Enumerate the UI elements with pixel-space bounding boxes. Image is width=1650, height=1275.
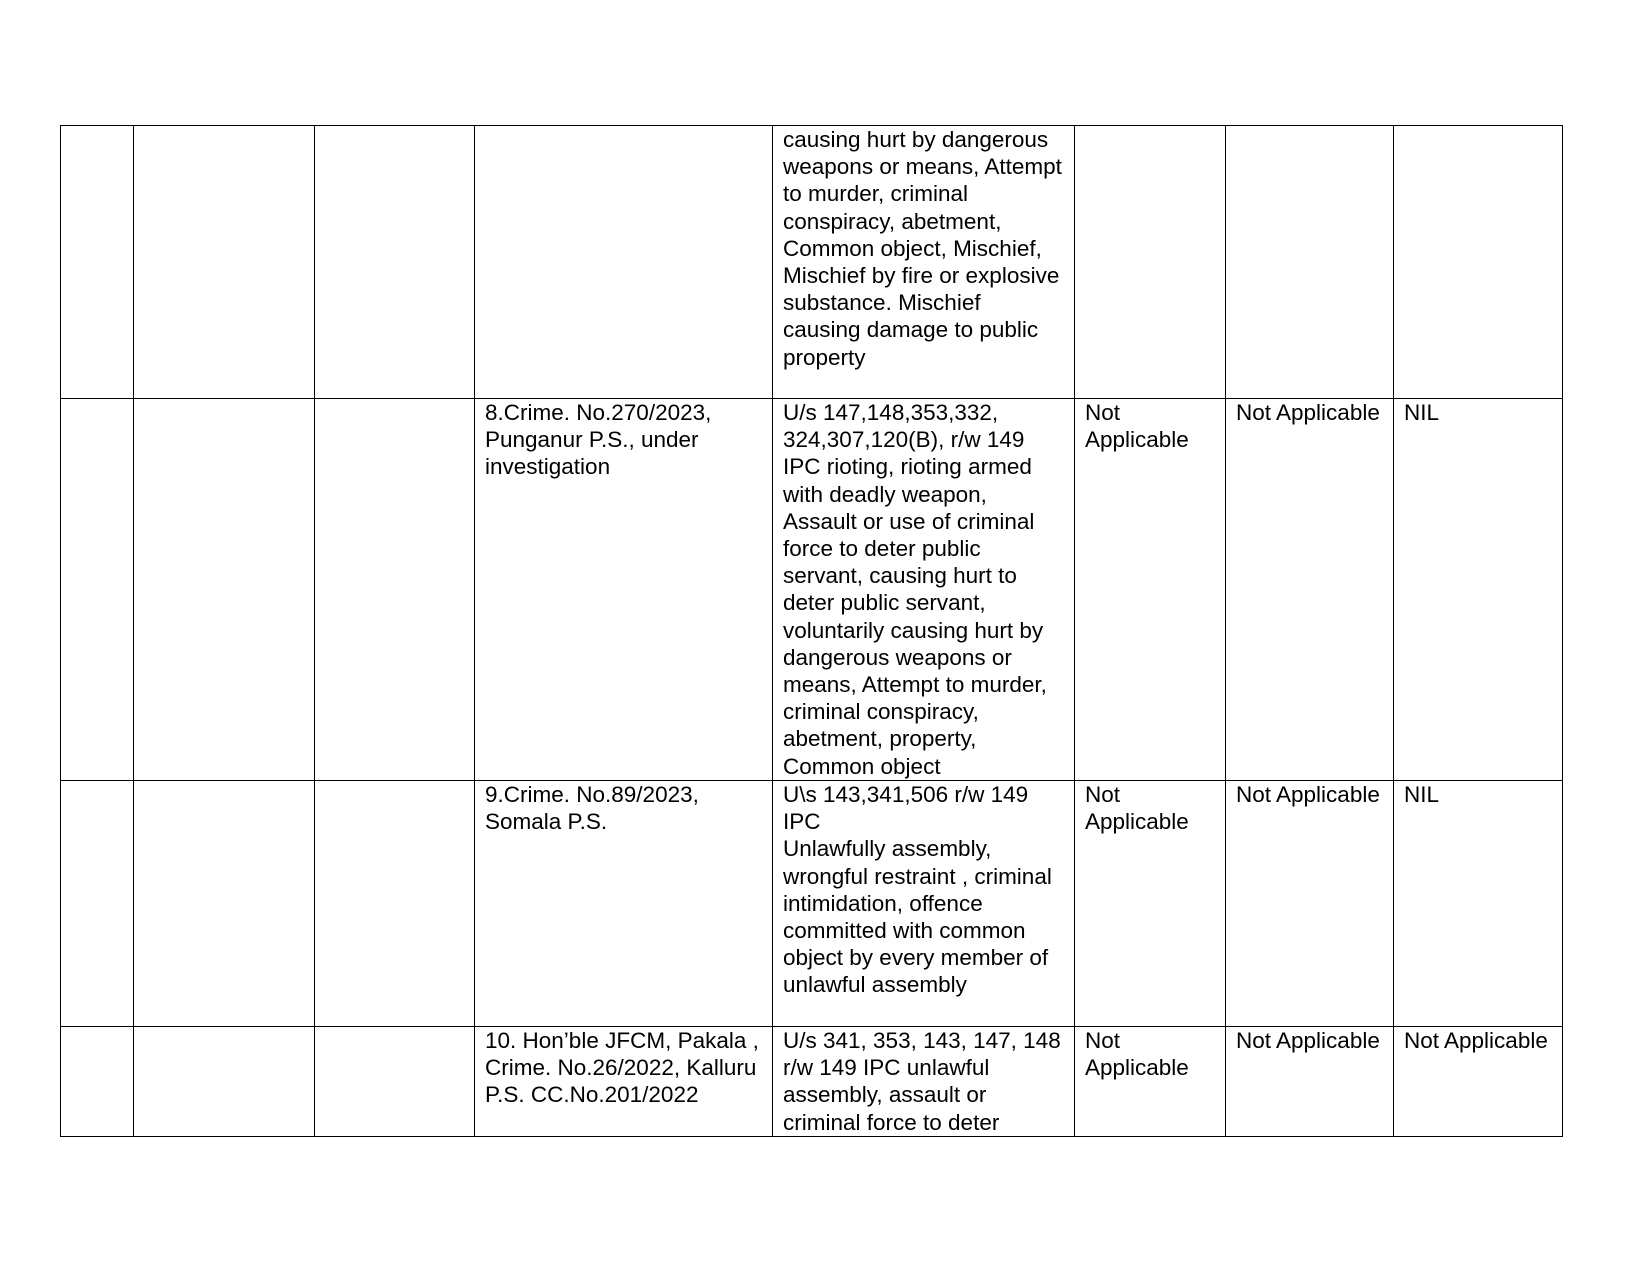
col6-text: Not Applicable xyxy=(1085,782,1189,835)
sections-cell xyxy=(773,399,1075,781)
detail-cell xyxy=(315,781,475,1027)
col8-text: NIL xyxy=(1404,400,1440,425)
name-cell xyxy=(134,781,315,1027)
col8-cell xyxy=(1394,126,1563,399)
col8-cell xyxy=(1394,1027,1563,1137)
detail-cell xyxy=(315,399,475,781)
name-cell xyxy=(134,1027,315,1137)
col6-text: Not Applicable xyxy=(1085,1028,1189,1081)
sections-cell xyxy=(773,126,1075,399)
serial-cell xyxy=(61,781,134,1027)
name-cell xyxy=(134,126,315,399)
sections-text: U/s 147,148,353,332, 324,307,120(B), r/w 149 IPC rioting, rioting armed with deadly weapon, Assault or use of criminal force to deter public servant, causing hurt to deter public servant, voluntarily causing hurt by dangerous weapons or means, Attempt to murder, criminal conspiracy, abetment, property, Common object xyxy=(783,400,1047,779)
col7-text: Not Applicable xyxy=(1236,1028,1380,1053)
case-text: 10. Hon’ble JFCM, Pakala , Crime. No.26/2022, Kalluru P.S. CC.No.201/2022 xyxy=(485,1028,759,1108)
sections-text: U/s 341, 353, 143, 147, 148 r/w 149 IPC unlawful assembly, assault or criminal force to deter xyxy=(783,1028,1061,1135)
col6-text: Not Applicable xyxy=(1085,400,1189,453)
case-cell xyxy=(475,399,773,781)
serial-cell xyxy=(61,1027,134,1137)
sections-cell xyxy=(773,1027,1075,1137)
col7-text: Not Applicable xyxy=(1236,782,1380,807)
serial-cell xyxy=(61,399,134,781)
col7-cell xyxy=(1226,399,1394,781)
col7-cell xyxy=(1226,1027,1394,1137)
cases-table xyxy=(60,125,1563,1137)
sections-text: causing hurt by dangerous weapons or means, Attempt to murder, criminal conspiracy, abetment, Common object, Mischief, Mischief by fire or explosive substance. Mischief causing damage to public property xyxy=(783,127,1062,370)
col6-cell xyxy=(1075,126,1226,399)
name-cell xyxy=(134,399,315,781)
detail-cell xyxy=(315,1027,475,1137)
col6-cell xyxy=(1075,1027,1226,1137)
table-row xyxy=(61,781,1563,1027)
case-text: 9.Crime. No.89/2023, Somala P.S. xyxy=(485,782,699,835)
case-cell xyxy=(475,126,773,399)
col7-cell xyxy=(1226,781,1394,1027)
col8-text: Not Applicable xyxy=(1404,1028,1548,1053)
table-row xyxy=(61,399,1563,781)
case-text: 8.Crime. No.270/2023, Punganur P.S., under investigation xyxy=(485,400,712,480)
col8-cell xyxy=(1394,399,1563,781)
col7-cell xyxy=(1226,126,1394,399)
sections-text: U\s 143,341,506 r/w 149 IPC Unlawfully assembly, wrongful restraint , criminal intimidation, offence committed with common object by every member of unlawful assembly xyxy=(783,782,1052,998)
col8-text: NIL xyxy=(1404,782,1440,807)
col8-cell xyxy=(1394,781,1563,1027)
case-cell xyxy=(475,1027,773,1137)
detail-cell xyxy=(315,126,475,399)
table-row xyxy=(61,126,1563,399)
sections-cell xyxy=(773,781,1075,1027)
table-row xyxy=(61,1027,1563,1137)
col6-cell xyxy=(1075,781,1226,1027)
col7-text: Not Applicable xyxy=(1236,400,1380,425)
serial-cell xyxy=(61,126,134,399)
col6-cell xyxy=(1075,399,1226,781)
case-cell xyxy=(475,781,773,1027)
